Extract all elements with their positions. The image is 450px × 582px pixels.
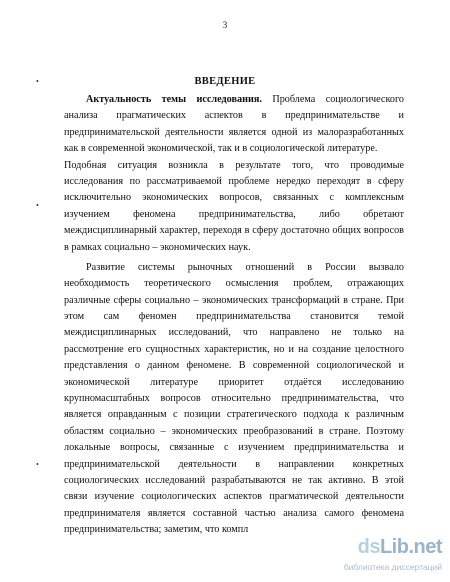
text-line: крупномасштабных вопросов относительно предпринимательства, что [64,393,404,405]
text-line: предпринимателя является составной частью анализа самого феномена [64,507,404,519]
text-line: представления о данном феномене. В современной социологической и [64,360,404,372]
text-line: является оправданным с позиции стратегического подхода к различным [64,409,404,421]
lead-phrase: Актуальность темы исследования. [86,94,262,105]
text-line: различные сферы социально – экономических трансформаций в стране. При [64,294,404,306]
body-text [64,92,404,539]
scan-margin-mark: • [36,460,39,469]
text-line: социологических исследований разрабатываются не так активно. В этой [64,474,404,486]
text-line: рассмотрение его сущностных характеристик, но и на создание целостного [64,343,404,355]
dslib-logo: dsLib.net [357,536,442,558]
scan-margin-mark: • [36,77,39,86]
text-line: локальные вопросы, связанные с изучением предпринимательства и [64,442,404,454]
dslib-watermark [322,536,442,576]
text-line: связи изучение социологических аспектов прагматической деятельности [64,491,404,503]
text-line: предпринимательства; заметим, что компл [64,524,249,536]
text-line: этом сам феномен предпринимательства становится темой [64,311,404,323]
text-line: предпринимательской деятельности в направлении конкретных [64,458,404,470]
text-line: предпринимательской деятельности является одной из малоразработанных [64,126,404,138]
scan-margin-mark: • [36,201,39,210]
text-line: изучением феномена предпринимательства, либо обретают [64,208,404,220]
text-line: исследования по рассматриваемой проблеме нередко переходят в сферу [64,175,404,187]
text-line: исключительно экономических вопросов, связанных с комплексным [64,192,404,204]
text-line: в рамках социально – экономических наук. [64,241,251,253]
text-line: Актуальность темы исследования. Проблема социологического [86,94,404,105]
text-line: междисциплинарный характер, переходя в сферу достаточно общих вопросов [64,225,404,237]
section-heading: ВВЕДЕНИЕ [194,76,256,87]
dslib-caption: библиотека диссертаций [343,562,442,572]
text-line: как в современной экономической, так и в социологической литературе. [64,143,378,155]
text-line: Подобная ситуация возникла в результате того, что проводимые [64,159,404,171]
page-number: 3 [222,20,228,30]
text-line: междисциплинарных исследований, что направлено не только на [64,327,404,339]
text-line: областям социально – экономических преобразований в стране. Поэтому [64,425,404,437]
text-line: экономической литературе приоритет отдаётся исследованию [64,376,404,388]
text-line: Развитие системы рыночных отношений в России вызвало [86,261,404,273]
text-line: анализа прагматических аспектов в предпринимательстве и [64,110,404,122]
text-line: необходимость теоретического осмысления проблем, отражающих [64,278,404,290]
